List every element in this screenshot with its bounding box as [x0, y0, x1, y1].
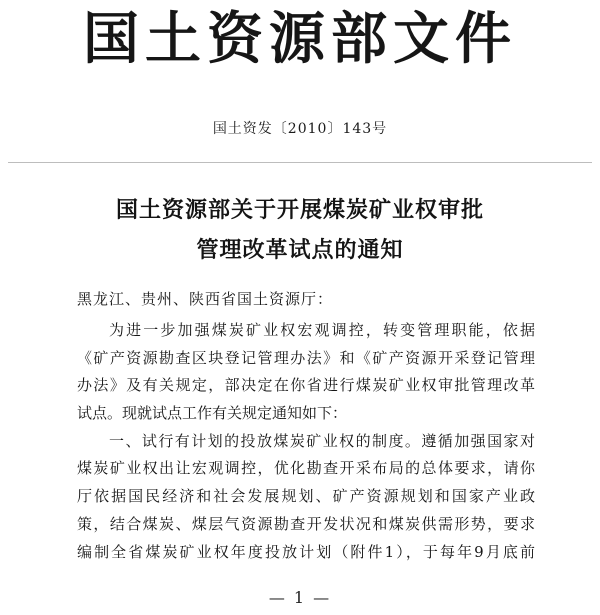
- paragraph-1-line: 《矿产资源勘查区块登记管理办法》和《矿产资源开采登记管理: [77, 349, 535, 367]
- paragraph-2-line: 煤炭矿业权出让宏观调控，优化勘查开采布局的总体要求，请你: [77, 459, 535, 477]
- paragraph-2-line: 策，结合煤炭、煤层气资源勘查开发状况和煤炭供需形势，要求: [77, 515, 535, 533]
- paragraph-1-line: 为进一步加强煤炭矿业权宏观调控，转变管理职能，依据: [109, 321, 535, 339]
- paragraph-1-line: 办法》及有关规定，部决定在你省进行煤炭矿业权审批管理改革: [77, 376, 535, 394]
- page-number: — 1 —: [268, 588, 332, 607]
- header-divider: [8, 162, 592, 163]
- document-title-line-1: 国土资源部关于开展煤炭矿业权审批: [115, 198, 484, 223]
- salutation: 黑龙江、贵州、陕西省国土资源厅：: [77, 290, 334, 308]
- paragraph-2-line: 一、试行有计划的投放煤炭矿业权的制度。遵循加强国家对: [109, 432, 535, 450]
- paragraph-2-line: 编制全省煤炭矿业权年度投放计划（附件1），于每年9月底前: [77, 543, 535, 561]
- document-header: 国土资源部文件: [83, 7, 517, 72]
- paragraph-2-line: 厅依据国民经济和社会发展规划、矿产资源规划和国家产业政: [77, 487, 535, 505]
- document-title-line-2: 管理改革试点的通知: [196, 238, 404, 263]
- document-number: 国土资发〔2010〕143号: [212, 121, 388, 137]
- paragraph-1-line: 试点。现就试点工作有关规定通知如下：: [77, 404, 348, 422]
